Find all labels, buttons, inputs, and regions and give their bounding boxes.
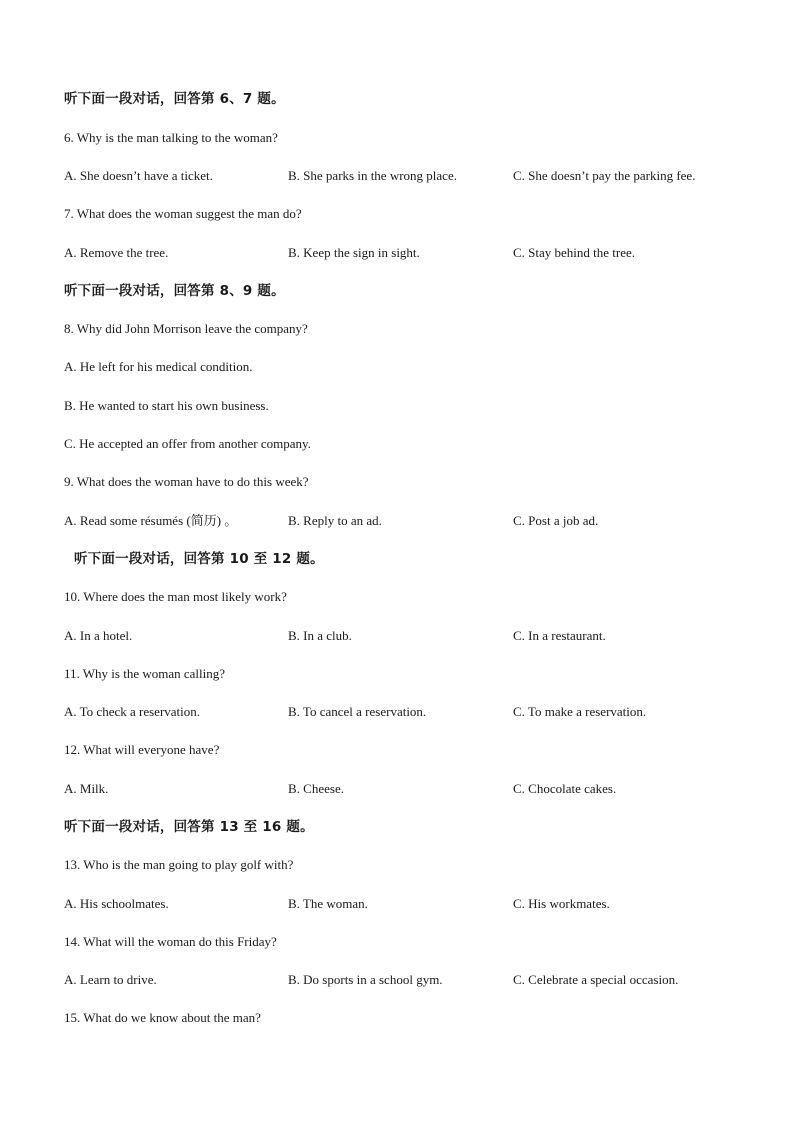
- question-8-stem: 8. Why did John Morrison leave the company?: [64, 321, 308, 336]
- section-heading-10-12: 听下面一段对话，回答第 10 至 12 题。: [74, 551, 324, 567]
- question-7-option-c: C. Stay behind the tree.: [513, 245, 636, 260]
- question-10-option-a: A. In a hotel.: [64, 628, 133, 643]
- question-11-option-b: B. To cancel a reservation.: [288, 704, 427, 719]
- question-6-option-a: A. She doesn’t have a ticket.: [64, 168, 213, 183]
- question-7-option-b: B. Keep the sign in sight.: [288, 245, 420, 260]
- question-14-stem: 14. What will the woman do this Friday?: [64, 934, 277, 949]
- question-8-option-a: A. He left for his medical condition.: [64, 359, 253, 374]
- question-9-option-b: B. Reply to an ad.: [288, 513, 382, 528]
- question-14-option-b: B. Do sports in a school gym.: [288, 972, 443, 987]
- question-15-stem: 15. What do we know about the man?: [64, 1010, 261, 1025]
- question-14-option-c: C. Celebrate a special occasion.: [513, 972, 679, 987]
- question-13-option-c: C. His workmates.: [513, 896, 610, 911]
- question-7-option-a: A. Remove the tree.: [64, 245, 169, 260]
- question-13-stem: 13. Who is the man going to play golf with?: [64, 857, 294, 872]
- question-11-stem: 11. Why is the woman calling?: [64, 666, 226, 681]
- question-11-option-c: C. To make a reservation.: [513, 704, 647, 719]
- question-13-option-b: B. The woman.: [288, 896, 368, 911]
- question-12-option-c: C. Chocolate cakes.: [513, 781, 617, 796]
- question-6-option-c: C. She doesn’t pay the parking fee.: [513, 168, 696, 183]
- question-9-option-c: C. Post a job ad.: [513, 513, 599, 528]
- question-8-option-b: B. He wanted to start his own business.: [64, 398, 269, 413]
- section-heading-8-9: 听下面一段对话，回答第 8、9 题。: [64, 283, 285, 299]
- question-11-option-a: A. To check a reservation.: [64, 704, 201, 719]
- question-6-stem: 6. Why is the man talking to the woman?: [64, 130, 278, 145]
- question-10-option-c: C. In a restaurant.: [513, 628, 606, 643]
- section-heading-13-16: 听下面一段对话，回答第 13 至 16 题。: [64, 819, 314, 835]
- question-8-option-c: C. He accepted an offer from another company.: [64, 436, 311, 451]
- question-9-stem: 9. What does the woman have to do this week?: [64, 474, 309, 489]
- question-9-option-a: A. Read some résumés (简历) 。: [64, 513, 238, 528]
- question-10-stem: 10. Where does the man most likely work?: [64, 589, 287, 604]
- question-13-option-a: A. His schoolmates.: [64, 896, 169, 911]
- question-14-option-a: A. Learn to drive.: [64, 972, 157, 987]
- question-12-stem: 12. What will everyone have?: [64, 742, 220, 757]
- section-heading-6-7: 听下面一段对话，回答第 6、7 题。: [64, 91, 285, 107]
- question-6-option-b: B. She parks in the wrong place.: [288, 168, 457, 183]
- question-10-option-b: B. In a club.: [288, 628, 352, 643]
- question-12-option-b: B. Cheese.: [288, 781, 344, 796]
- question-12-option-a: A. Milk.: [64, 781, 109, 796]
- question-7-stem: 7. What does the woman suggest the man do?: [64, 206, 302, 221]
